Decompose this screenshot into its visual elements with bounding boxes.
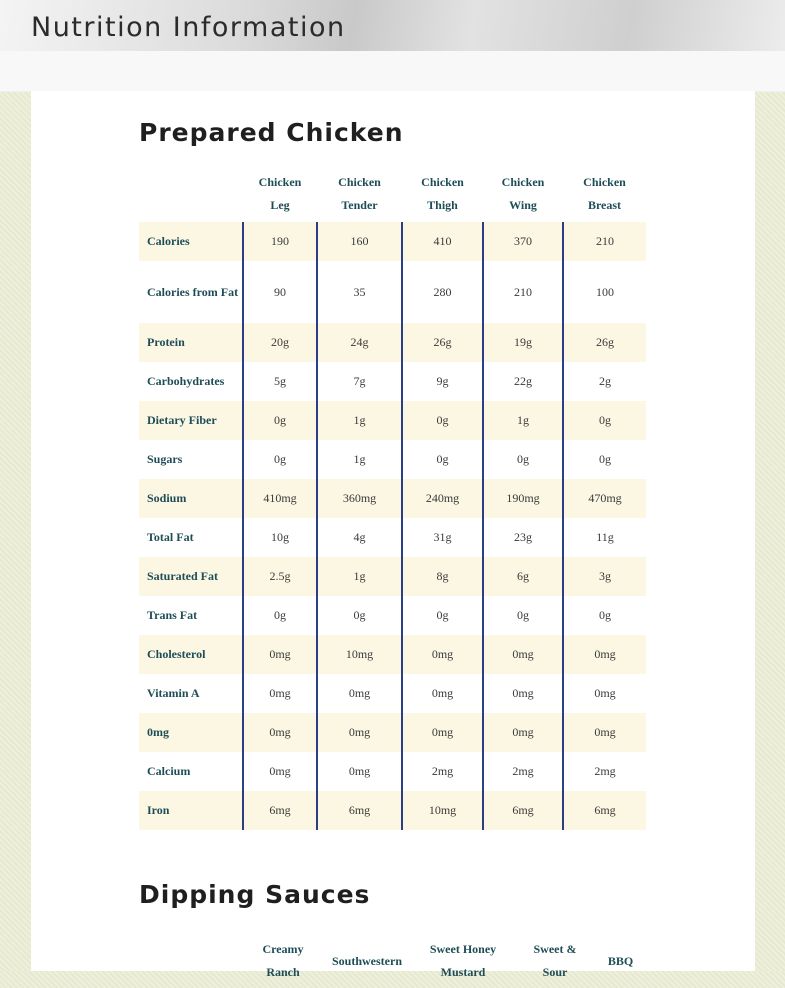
table-row bbox=[139, 440, 646, 479]
column-header-line: Sweet & bbox=[533, 942, 577, 956]
table-cell: 0g bbox=[317, 596, 402, 635]
table-cell: 6mg bbox=[243, 791, 317, 830]
table-cell: 0mg bbox=[563, 674, 646, 713]
row-label: Saturated Fat bbox=[139, 557, 243, 596]
table-row bbox=[139, 674, 646, 713]
row-label: Vitamin A bbox=[139, 674, 243, 713]
table-cell: 0g bbox=[402, 401, 483, 440]
table-row bbox=[139, 752, 646, 791]
table-cell: 35 bbox=[317, 261, 402, 323]
row-label: Calories from Fat bbox=[139, 261, 243, 323]
table-cell: 410 bbox=[402, 222, 483, 261]
table-cell: 100 bbox=[563, 261, 646, 323]
table-cell: 0mg bbox=[402, 635, 483, 674]
table-cell: 160 bbox=[317, 222, 402, 261]
table-cell: 0mg bbox=[243, 674, 317, 713]
table-cell: 0g bbox=[402, 440, 483, 479]
table-cell: 10mg bbox=[317, 635, 402, 674]
column-header-line: Chicken bbox=[338, 174, 381, 189]
row-label: Iron bbox=[139, 791, 243, 830]
table-cell: 0mg bbox=[317, 752, 402, 791]
row-label: Dietary Fiber bbox=[139, 401, 243, 440]
column-header bbox=[515, 934, 595, 988]
column-header-line: BBQ bbox=[607, 953, 634, 968]
table-cell: 0mg bbox=[483, 713, 563, 752]
table-cell: 280 bbox=[402, 261, 483, 323]
table-cell: 0mg bbox=[243, 713, 317, 752]
column-header-line: Leg bbox=[270, 197, 290, 212]
table-cell: 26g bbox=[563, 323, 646, 362]
table-cell: 23g bbox=[483, 518, 563, 557]
prepared-chicken-table bbox=[139, 165, 646, 830]
table-cell: 31g bbox=[402, 518, 483, 557]
table-cell: 470mg bbox=[563, 479, 646, 518]
table-row bbox=[139, 401, 646, 440]
column-header bbox=[323, 934, 411, 988]
table-cell: 8g bbox=[402, 557, 483, 596]
column-header-line: Chicken bbox=[421, 174, 464, 189]
table-cell: 2g bbox=[563, 362, 646, 401]
table-cell: 22g bbox=[483, 362, 563, 401]
column-header-line: Chicken bbox=[501, 174, 545, 189]
table-row bbox=[139, 791, 646, 830]
table-cell: 0mg bbox=[563, 713, 646, 752]
row-label: Trans Fat bbox=[139, 596, 243, 635]
table-cell: 2.5g bbox=[243, 557, 317, 596]
column-header-line: Sour bbox=[542, 965, 568, 979]
table-cell: 0mg bbox=[402, 713, 483, 752]
table-cell: 0mg bbox=[317, 713, 402, 752]
row-label: Carbohydrates bbox=[139, 362, 243, 401]
column-header-line: Mustard bbox=[440, 965, 486, 979]
table-cell: 0g bbox=[402, 596, 483, 635]
column-header bbox=[243, 165, 317, 222]
row-label: 0mg bbox=[139, 713, 243, 752]
table-cell: 0g bbox=[243, 440, 317, 479]
table-cell: 0mg bbox=[402, 674, 483, 713]
table-cell: 1g bbox=[317, 401, 402, 440]
table-cell: 0mg bbox=[243, 635, 317, 674]
table-cell: 210 bbox=[563, 222, 646, 261]
row-label: Calcium bbox=[139, 752, 243, 791]
table-row bbox=[139, 557, 646, 596]
table-cell: 11g bbox=[563, 518, 646, 557]
table-cell: 0mg bbox=[563, 635, 646, 674]
table-corner-cell bbox=[139, 165, 243, 222]
table-cell: 0mg bbox=[243, 752, 317, 791]
table-cell: 19g bbox=[483, 323, 563, 362]
table-cell: 0mg bbox=[317, 674, 402, 713]
section-title-dipping-sauces: Dipping Sauces bbox=[139, 880, 371, 909]
table-cell: 9g bbox=[402, 362, 483, 401]
column-header-line: Southwestern bbox=[331, 953, 402, 968]
site-header bbox=[0, 0, 785, 51]
table-cell: 360mg bbox=[317, 479, 402, 518]
main-content bbox=[31, 91, 755, 979]
table-row bbox=[139, 323, 646, 362]
table-cell: 6mg bbox=[317, 791, 402, 830]
table-row bbox=[139, 518, 646, 557]
table-row bbox=[139, 596, 646, 635]
table-cell: 20g bbox=[243, 323, 317, 362]
column-header bbox=[243, 934, 323, 988]
table-row bbox=[139, 713, 646, 752]
table-cell: 370 bbox=[483, 222, 563, 261]
table-cell: 0g bbox=[243, 596, 317, 635]
row-label: Cholesterol bbox=[139, 635, 243, 674]
table-cell: 6mg bbox=[563, 791, 646, 830]
row-label: Sodium bbox=[139, 479, 243, 518]
table-corner-cell bbox=[139, 934, 243, 988]
table-cell: 0g bbox=[563, 401, 646, 440]
column-header bbox=[483, 165, 563, 222]
table-header-row bbox=[139, 934, 646, 988]
table-cell: 90 bbox=[243, 261, 317, 323]
column-header bbox=[411, 934, 515, 988]
section-title-prepared-chicken: Prepared Chicken bbox=[139, 118, 404, 147]
column-header bbox=[317, 165, 402, 222]
column-header-line: Breast bbox=[587, 197, 622, 212]
page-title: Nutrition Information bbox=[31, 12, 346, 43]
table-cell: 26g bbox=[402, 323, 483, 362]
table-cell: 1g bbox=[317, 557, 402, 596]
table-cell: 2mg bbox=[402, 752, 483, 791]
table-cell: 190mg bbox=[483, 479, 563, 518]
column-header bbox=[563, 165, 646, 222]
table-cell: 10g bbox=[243, 518, 317, 557]
table-cell: 6mg bbox=[483, 791, 563, 830]
row-label: Total Fat bbox=[139, 518, 243, 557]
table-cell: 190 bbox=[243, 222, 317, 261]
column-header-line: Thigh bbox=[427, 197, 458, 212]
table-cell: 410mg bbox=[243, 479, 317, 518]
table-cell: 210 bbox=[483, 261, 563, 323]
column-header-line: Ranch bbox=[266, 965, 300, 979]
table-cell: 0g bbox=[483, 440, 563, 479]
table-row bbox=[139, 479, 646, 518]
table-cell: 0g bbox=[483, 596, 563, 635]
table-cell: 0mg bbox=[483, 674, 563, 713]
column-header-line: Wing bbox=[509, 197, 537, 212]
column-header bbox=[595, 934, 646, 988]
column-header-line: Chicken bbox=[258, 174, 302, 189]
table-row bbox=[139, 635, 646, 674]
nav-bar bbox=[0, 51, 785, 92]
row-label: Protein bbox=[139, 323, 243, 362]
column-header-line: Tender bbox=[341, 197, 378, 212]
table-cell: 24g bbox=[317, 323, 402, 362]
column-header bbox=[402, 165, 483, 222]
table-cell: 1g bbox=[483, 401, 563, 440]
table-row bbox=[139, 261, 646, 323]
table-cell: 1g bbox=[317, 440, 402, 479]
table-header-row bbox=[139, 165, 646, 222]
dipping-sauces-table bbox=[139, 934, 646, 988]
table-cell: 0g bbox=[563, 596, 646, 635]
table-cell: 10mg bbox=[402, 791, 483, 830]
table-cell: 5g bbox=[243, 362, 317, 401]
table-cell: 0g bbox=[243, 401, 317, 440]
column-header-line: Sweet Honey bbox=[429, 942, 497, 956]
table-row bbox=[139, 362, 646, 401]
table-cell: 4g bbox=[317, 518, 402, 557]
column-header-line: Creamy bbox=[262, 942, 304, 956]
table-cell: 240mg bbox=[402, 479, 483, 518]
table-row bbox=[139, 222, 646, 261]
column-header-line: Chicken bbox=[583, 174, 626, 189]
table-cell: 0g bbox=[563, 440, 646, 479]
row-label: Calories bbox=[139, 222, 243, 261]
table-cell: 7g bbox=[317, 362, 402, 401]
table-cell: 3g bbox=[563, 557, 646, 596]
table-cell: 6g bbox=[483, 557, 563, 596]
table-cell: 2mg bbox=[563, 752, 646, 791]
table-cell: 2mg bbox=[483, 752, 563, 791]
row-label: Sugars bbox=[139, 440, 243, 479]
table-cell: 0mg bbox=[483, 635, 563, 674]
